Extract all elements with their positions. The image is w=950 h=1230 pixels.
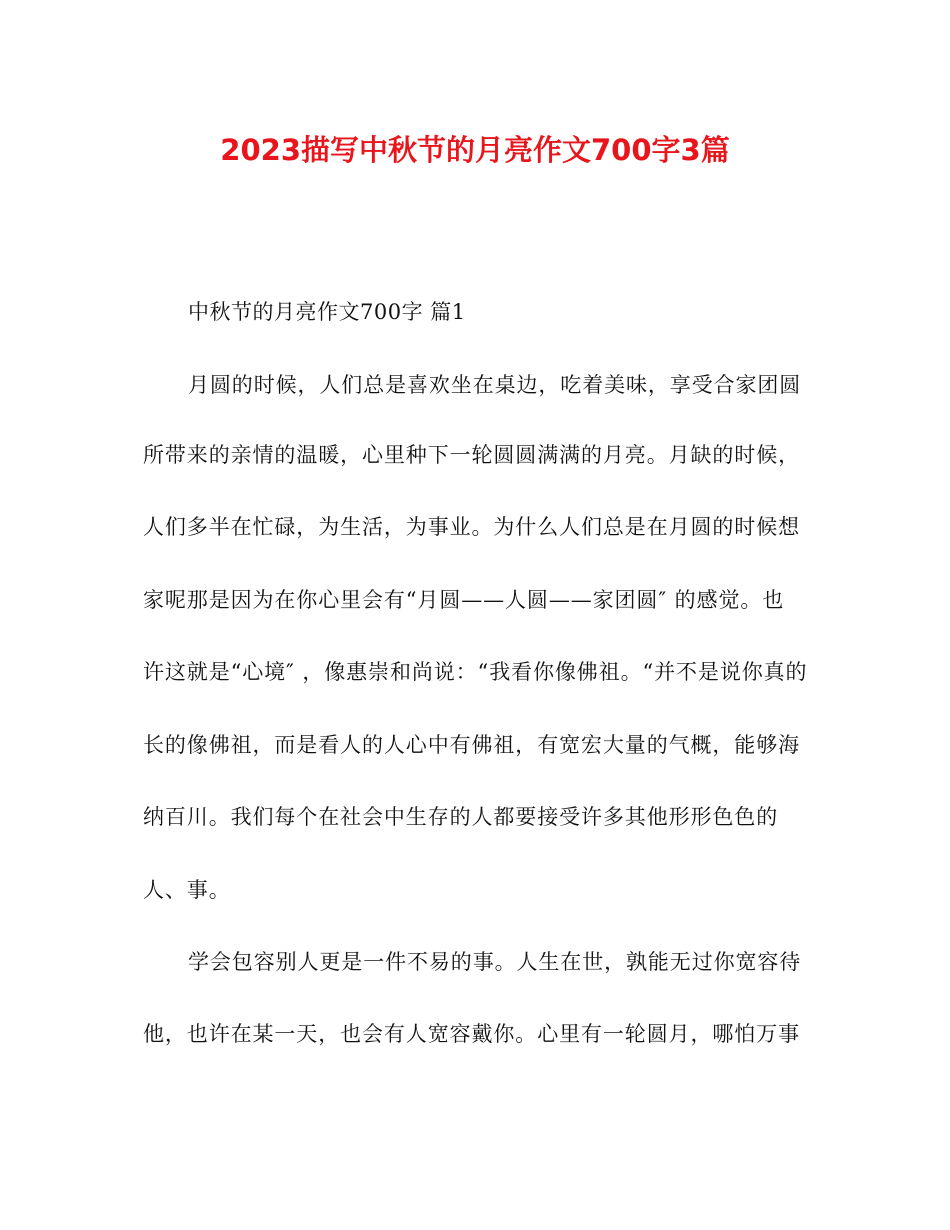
- paragraph-line: 长的像佛祖，而是看人的人心中有佛祖，有宽宏大量的气概，能够海: [143, 733, 800, 757]
- paragraph-line: 人、事。: [143, 878, 231, 902]
- paragraph-line: 月圆的时候，人们总是喜欢坐在桌边，吃着美味，享受合家团圆: [188, 373, 802, 397]
- paragraph-line: 所带来的亲情的温暖，心里种下一轮圆圆满满的月亮。月缺的时候，: [143, 443, 800, 467]
- paragraph-line: 纳百川。我们每个在社会中生存的人都要接受许多其他形形色色的: [143, 805, 779, 829]
- paragraph-line: 许这就是“心境″ ，像惠崇和尚说：“我看你像佛祖。“并不是说你真的: [143, 660, 808, 684]
- paragraph-line: 家呢那是因为在你心里会有“月圆——人圆——家团圆″ 的感觉。也: [143, 588, 785, 612]
- document-title: 2023描写中秋节的月亮作文700字3篇: [220, 133, 730, 167]
- paragraph-line: 他，也许在某一天，也会有人宽容戴你。心里有一轮圆月，哪怕万事: [143, 1022, 800, 1046]
- paragraph-line: 学会包容别人更是一件不易的事。人生在世，孰能无过你宽容待: [188, 950, 802, 974]
- paragraph-line: 人们多半在忙碌，为生活，为事业。为什么人们总是在月圆的时候想: [143, 515, 800, 539]
- section-heading: 中秋节的月亮作文700字 篇1: [188, 300, 466, 324]
